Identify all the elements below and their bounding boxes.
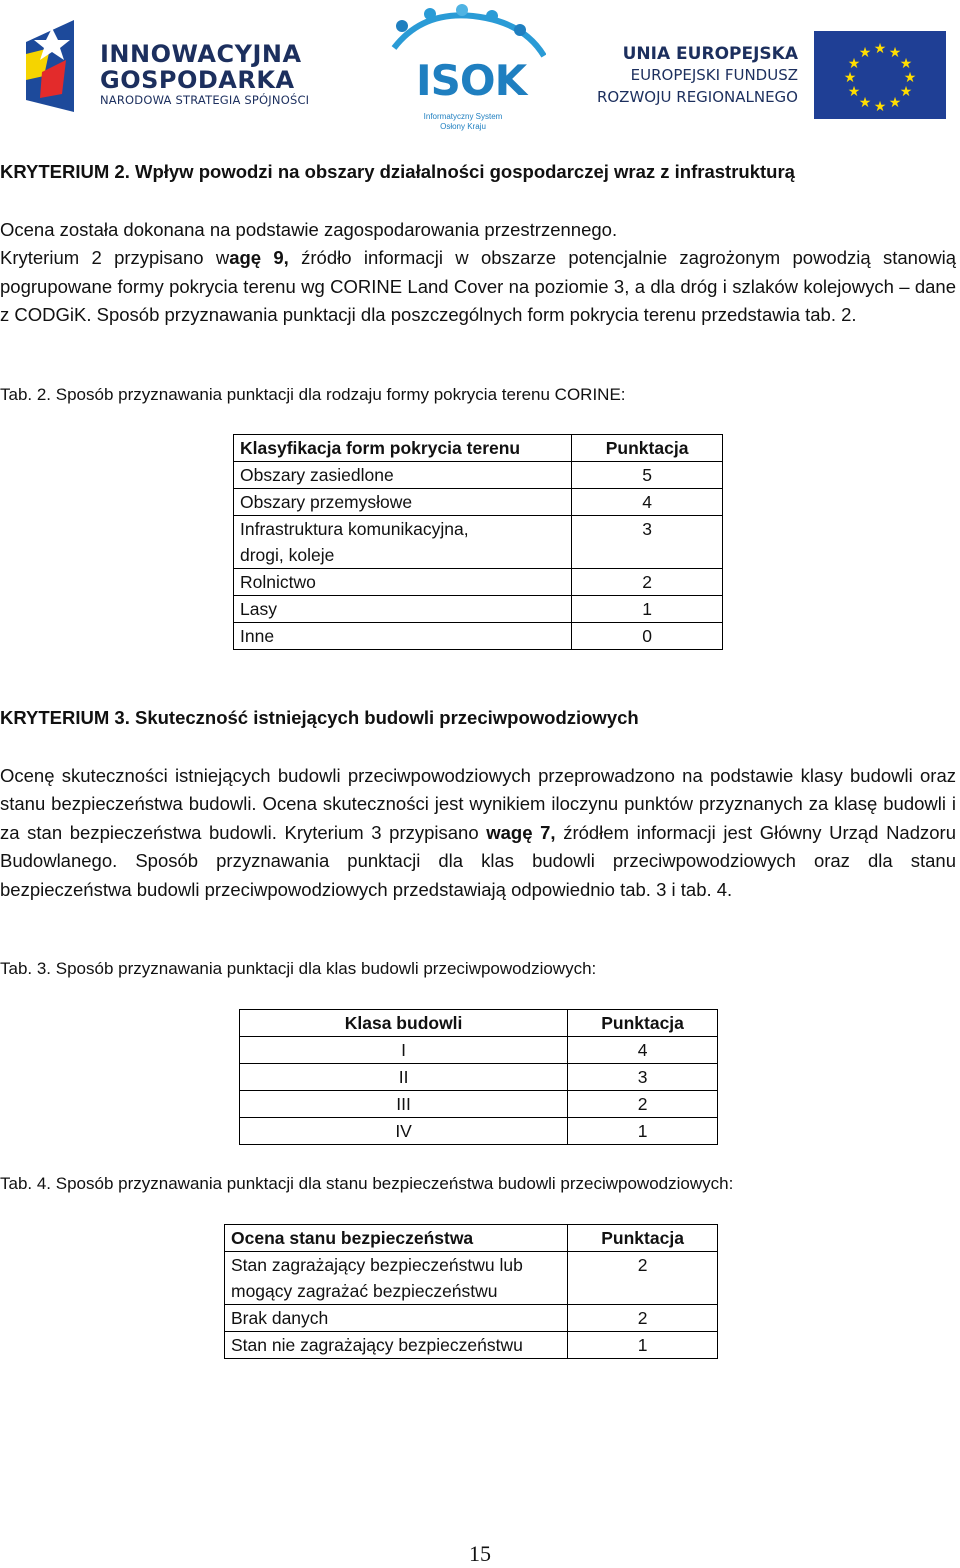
table-row	[240, 1118, 718, 1145]
ue-line3: ROZWOJU REGIONALNEGO	[596, 88, 798, 106]
kryterium-2-p2	[0, 244, 956, 329]
innowacyjna-gospodarka-emblem-icon	[22, 20, 82, 116]
table-row	[234, 489, 723, 516]
table-row	[240, 1091, 718, 1118]
cell-name: I	[240, 1037, 568, 1064]
svg-text:★: ★	[847, 84, 861, 100]
svg-text:★: ★	[847, 56, 861, 72]
cell-score: 1	[568, 1118, 718, 1145]
ue-line1: UNIA EUROPEJSKA	[622, 44, 798, 64]
cell-name	[234, 516, 572, 569]
header-cell: Ocena stanu bezpieczeństwa	[225, 1225, 568, 1252]
header-cell: Klasa budowli	[240, 1010, 568, 1037]
table-header-row	[234, 435, 723, 462]
k2-weight: agę 9,	[229, 247, 289, 269]
cell-score: 1	[572, 596, 723, 623]
header-cell: Punktacja	[568, 1225, 718, 1252]
eu-stars-icon	[814, 31, 946, 119]
tab4-table	[224, 1224, 718, 1359]
cell-name-line2: mogący zagrażać bezpieczeństwu	[231, 1281, 498, 1301]
page-number: 15	[469, 1541, 491, 1566]
innowacyjna-line1: INNOWACYJNA	[100, 40, 302, 68]
svg-text:★: ★	[888, 45, 902, 61]
cell-score: 2	[568, 1252, 718, 1305]
table-row	[234, 596, 723, 623]
cell-score: 3	[572, 516, 723, 569]
k2-p2-start: Kryterium 2 przypisano w	[0, 247, 230, 269]
cell-score: 4	[568, 1037, 718, 1064]
cell-score: 4	[572, 489, 723, 516]
cell-name-line1: Infrastruktura komunikacyjna,	[240, 519, 469, 539]
cell-score: 5	[572, 462, 723, 489]
kryterium-2-p1: Ocena została dokonana na podstawie zagospodarowania przestrzennego.	[0, 219, 618, 240]
cell-name: Brak danych	[225, 1305, 568, 1332]
tab2-caption: Tab. 2. Sposób przyznawania punktacji dla rodzaju formy pokrycia terenu CORINE:	[0, 385, 626, 404]
table-row	[225, 1332, 718, 1359]
kryterium-3-p	[0, 762, 956, 904]
svg-text:★: ★	[873, 99, 887, 115]
innowacyjna-line2: GOSPODARKA	[100, 66, 295, 94]
cell-name: Obszary przemysłowe	[234, 489, 572, 516]
cell-name: Rolnictwo	[234, 569, 572, 596]
header-cell: Punktacja	[572, 435, 723, 462]
kryterium-2-heading: KRYTERIUM 2. Wpływ powodzi na obszary działalności gospodarczej wraz z infrastrukturą	[0, 161, 795, 182]
cell-name: Inne	[234, 623, 572, 650]
k3-p-start: Ocenę skuteczności istniejących budowli przeciwpowodziowych przeprowadzono na podstawie klasy budowli oraz stanu bezpieczeństwa budowli. Ocena skuteczności jest wynikiem iloczynu punktów przyznanych za klasę budowli i za stan bezpieczeństwa budowli. Kryterium 3 przypisano	[0, 765, 956, 843]
svg-text:★: ★	[899, 84, 913, 100]
cell-name-line2: drogi, koleje	[240, 545, 335, 565]
k2-p2-rest: źródło informacji w obszarze potencjalnie zagrożonym powodzią stanowią pogrupowane formy pokrycia terenu wg CORINE Land Cover na poziomie 3, a dla dróg i szlaków kolejowych – dane z CODGiK. Sposób przyznawania punktacji dla poszczególnych form pokrycia terenu przedstawia tab. 2.	[0, 247, 956, 326]
cell-name-line1: Stan zagrażający bezpieczeństwu lub	[231, 1255, 523, 1275]
cell-score: 0	[572, 623, 723, 650]
kryterium-3-paragraph	[0, 762, 956, 904]
isok-subtitle: Informatyczny System Osłony Kraju	[423, 112, 503, 131]
table-row	[225, 1305, 718, 1332]
kryterium-3-heading: KRYTERIUM 3. Skuteczność istniejących budowli przeciwpowodziowych	[0, 707, 639, 728]
header-cell: Punktacja	[568, 1010, 718, 1037]
isok-logo	[386, 4, 546, 138]
tab3-caption: Tab. 3. Sposób przyznawania punktacji dla klas budowli przeciwpowodziowych:	[0, 959, 597, 978]
table-header-row	[240, 1010, 718, 1037]
svg-text:★: ★	[903, 70, 917, 86]
svg-text:★: ★	[858, 95, 872, 111]
table-row	[240, 1037, 718, 1064]
cell-score: 2	[572, 569, 723, 596]
isok-figures-icon	[386, 4, 546, 64]
k3-p-rest: źródłem informacji jest Główny Urząd Nadzoru Budowlanego. Sposób przyznawania punktacji dla klas budowli przeciwpowodziowych oraz dla stanu bezpieczeństwa budowli przeciwpowodziowych przedstawiają odpowiednio tab. 3 i tab. 4.	[0, 821, 956, 900]
ue-line2: EUROPEJSKI FUNDUSZ	[630, 66, 798, 84]
cell-score: 2	[568, 1091, 718, 1118]
table-header-row	[225, 1225, 718, 1252]
eu-flag	[814, 31, 946, 119]
table-row	[234, 462, 723, 489]
cell-score: 1	[568, 1332, 718, 1359]
table-row	[225, 1252, 718, 1305]
svg-text:★: ★	[843, 70, 857, 86]
cell-name: Obszary zasiedlone	[234, 462, 572, 489]
cell-name: IV	[240, 1118, 568, 1145]
cell-name: Lasy	[234, 596, 572, 623]
innowacyjna-gospodarka-logo	[22, 20, 322, 120]
svg-text:★: ★	[858, 45, 872, 61]
innowacyjna-line3: NARODOWA STRATEGIA SPÓJNOŚCI	[100, 93, 310, 107]
tab2-table	[233, 434, 723, 650]
cell-name: III	[240, 1091, 568, 1118]
cell-score: 2	[568, 1305, 718, 1332]
table-row	[234, 623, 723, 650]
isok-word: ISOK	[416, 56, 527, 105]
svg-text:★: ★	[873, 41, 887, 57]
cell-name: Stan nie zagrażający bezpieczeństwu	[225, 1332, 568, 1359]
table-row	[234, 569, 723, 596]
cell-name: II	[240, 1064, 568, 1091]
k3-weight: wagę 7,	[486, 821, 556, 843]
header-cell: Klasyfikacja form pokrycia terenu	[234, 435, 572, 462]
cell-score: 3	[568, 1064, 718, 1091]
svg-text:★: ★	[899, 56, 913, 72]
kryterium-2-paragraph	[0, 216, 956, 330]
tab4-caption: Tab. 4. Sposób przyznawania punktacji dla stanu bezpieczeństwa budowli przeciwpowodziowych:	[0, 1174, 734, 1193]
cell-name	[225, 1252, 568, 1305]
table-row	[234, 516, 723, 569]
table-row	[240, 1064, 718, 1091]
tab3-table	[239, 1009, 718, 1145]
svg-text:★: ★	[888, 95, 902, 111]
